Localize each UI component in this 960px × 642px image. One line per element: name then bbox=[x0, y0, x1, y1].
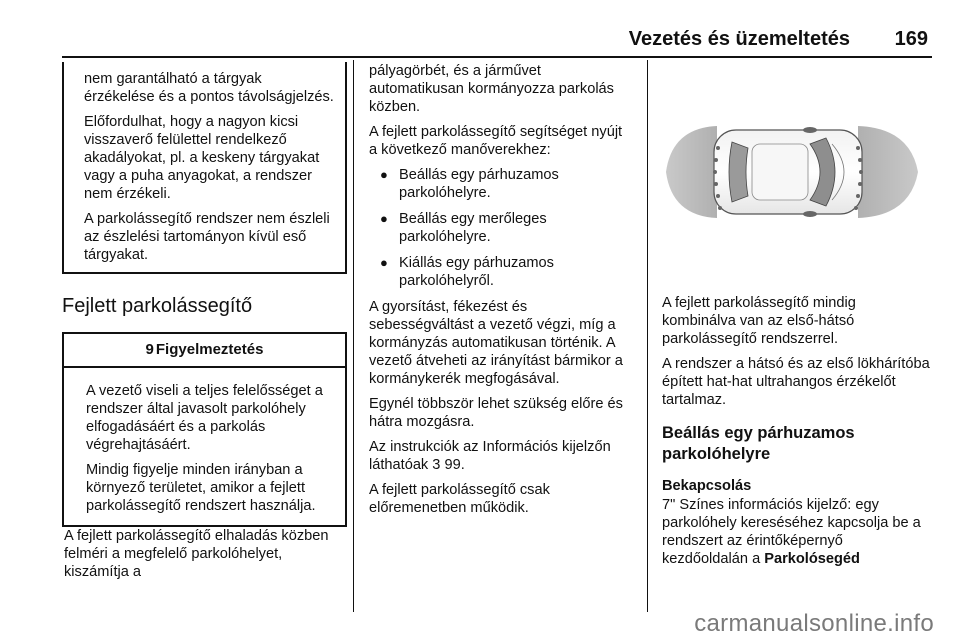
list-item-text: Beállás egy merőleges parkolóhelyre. bbox=[399, 211, 547, 245]
body-paragraph: pályagörbét, és a járművet automatikusan kormányozza parkolás közben. bbox=[369, 63, 614, 115]
section-title: Fejlett parkolássegítő bbox=[62, 295, 253, 317]
note-paragraph: A parkolássegítő rendszer nem észleli az észlelési tartományon kívül eső tárgyakat. bbox=[84, 211, 330, 263]
instruction-text: 7" Színes információs kijelző: egy parkolóhely kereséséhez kapcsolja be a rendszert az érintőképernyő kezdőoldalán a bbox=[662, 497, 921, 567]
page-number: 169 bbox=[894, 28, 928, 50]
column-divider-1 bbox=[353, 60, 354, 612]
body-paragraph: A gyorsítást, fékezést és sebességváltást a vezető végzi, míg a kormányzás automatikusan történik. A vezető átveheti az irányítást bármikor a kormánykerék megfogásával. bbox=[369, 299, 623, 387]
bullet-icon: ● bbox=[380, 255, 388, 270]
page-reference-icon: 3 bbox=[432, 457, 441, 473]
list-item bbox=[369, 254, 631, 290]
bullet-icon: ● bbox=[380, 211, 388, 226]
maneuver-list bbox=[369, 166, 631, 290]
note-paragraph: nem garantálható a tárgyak érzékelése és a pontos távolságjelzés. bbox=[84, 71, 334, 105]
warning-icon: 9 bbox=[145, 341, 154, 358]
warning-title: Figyelmeztetés bbox=[155, 341, 264, 358]
menu-name: Parkolósegéd bbox=[764, 551, 860, 567]
header-rule bbox=[62, 56, 932, 58]
list-item bbox=[369, 210, 631, 246]
subsection-heading: Beállás egy párhuzamos parkolóhelyre bbox=[662, 424, 855, 463]
minor-heading: Bekapcsolás bbox=[662, 478, 752, 494]
page-header bbox=[62, 22, 932, 56]
continued-note-box bbox=[62, 62, 347, 274]
car-top-view-icon bbox=[662, 64, 932, 280]
bullet-icon: ● bbox=[380, 167, 388, 182]
warning-paragraph: A vezető viseli a teljes felelősséget a rendszer által javasolt parkolóhely elfogadásáért és a parkolás végrehajtásáért. bbox=[86, 383, 323, 453]
body-paragraph bbox=[662, 496, 932, 568]
warning-paragraph: Mindig figyelje minden irányban a környező területet, amikor a fejlett parkolássegítő rendszert használja. bbox=[86, 462, 316, 514]
chapter-title: Vezetés és üzemeltetés bbox=[628, 28, 850, 50]
car-sensor-illustration bbox=[662, 64, 932, 280]
column-divider-2 bbox=[647, 60, 648, 612]
warning-header bbox=[64, 334, 345, 368]
body-paragraph: A fejlett parkolássegítő elhaladás közben felméri a megfelelő parkolóhelyet, kiszámítja a bbox=[64, 528, 329, 580]
front-sensor-zone bbox=[858, 126, 918, 218]
body-paragraph: A rendszer a hátsó és az első lökhárítóba épített hat-hat ultrahangos érzékelőt tartalmaz. bbox=[662, 356, 930, 408]
page-reference-link[interactable]: 99. bbox=[444, 457, 465, 473]
column-2 bbox=[369, 62, 631, 524]
body-paragraph: A fejlett parkolássegítő mindig kombinálva van az első-hátsó parkolássegítő rendszerrel. bbox=[662, 295, 856, 347]
body-paragraph: A fejlett parkolássegítő csak előremenetben működik. bbox=[369, 482, 550, 516]
column-1 bbox=[62, 62, 347, 588]
body-paragraph bbox=[369, 438, 631, 474]
body-paragraph: Egynél többször lehet szükség előre és hátra mozgásra. bbox=[369, 396, 623, 430]
note-paragraph: Előfordulhat, hogy a nagyon kicsi visszaverő felülettel rendelkező akadályokat, pl. a keskeny tárgyakat vagy a puha anyagokat, a rendszer nem érzékeli. bbox=[84, 114, 320, 202]
rear-sensor-zone bbox=[666, 126, 717, 218]
column-3 bbox=[662, 62, 932, 575]
list-item-text: Kiállás egy párhuzamos parkolóhelyről. bbox=[399, 255, 554, 289]
warning-box bbox=[62, 332, 347, 527]
list-item-text: Beállás egy párhuzamos parkolóhelyre. bbox=[399, 167, 559, 201]
watermark: carmanualsonline.info bbox=[694, 610, 934, 637]
body-paragraph: A fejlett parkolássegítő segítséget nyújt a következő manőverekhez: bbox=[369, 124, 623, 158]
list-item bbox=[369, 166, 631, 202]
reference-text: Az instrukciók az Információs kijelzőn láthatóak bbox=[369, 439, 611, 473]
warning-body bbox=[64, 368, 345, 525]
